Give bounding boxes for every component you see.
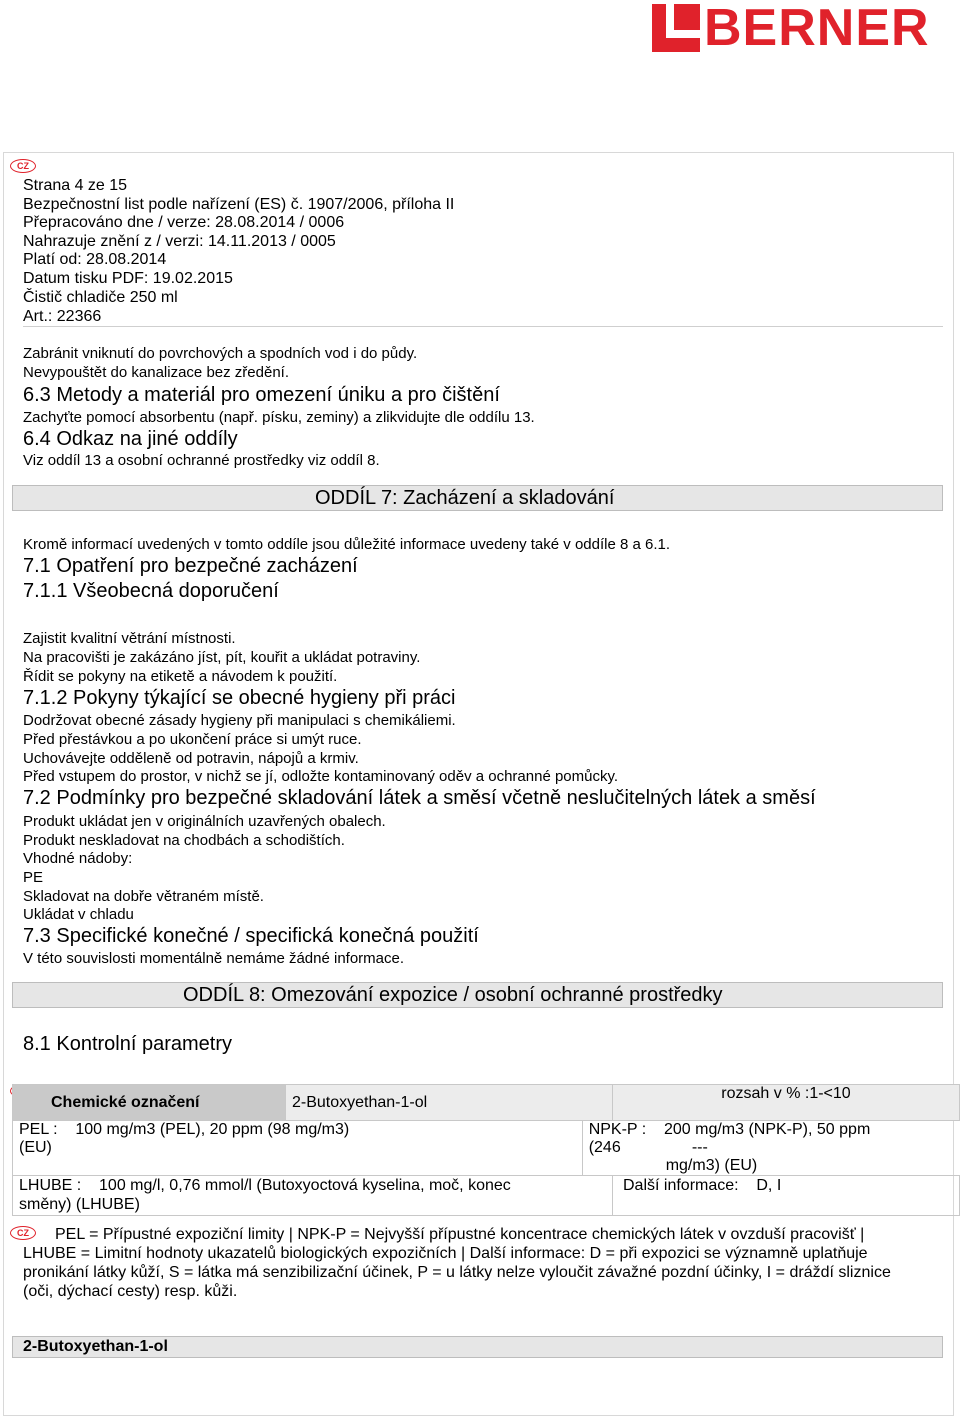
substance-label: 2-Butoxyethan-1-ol [23, 1338, 168, 1355]
header-print-date: Datum tisku PDF: 19.02.2015 [23, 270, 233, 287]
note-line: PEL = Přípustné expoziční limity | NPK-P = Nejvyšší přípustné koncentrace chemických látek v ovzduší pracovišť | [55, 1226, 865, 1243]
s7-3-text: V této souvislosti momentálně nemáme žádné informace. [23, 950, 405, 967]
npk-value2: mg/m3) (EU) [665, 1157, 758, 1174]
exposure-table [12, 1084, 960, 1216]
table-row [13, 1176, 960, 1216]
heading-7-1-1: 7.1.1 Všeobecná doporučení [23, 580, 279, 602]
pel-value: 100 mg/m3 (PEL), 20 ppm (98 mg/m3) [75, 1121, 350, 1138]
header-page: Strana 4 ze 15 [23, 177, 128, 194]
col-chem-label: Chemické označení [13, 1085, 286, 1121]
heading-7-2: 7.2 Podmínky pro bezpečné skladování látek a směsí včetně neslučitelných látek a směsí [23, 787, 816, 809]
s6-line1: Zabránit vniknutí do povrchových a spodních vod i do půdy. [23, 345, 418, 362]
pel-eu: (EU) [19, 1139, 52, 1156]
s7-intro: Kromě informací uvedených v tomto oddíle jsou důležité informace uvedeny také v oddíle 8 a 6.1. [23, 536, 671, 553]
berner-logo-mark-icon [652, 4, 700, 52]
s7-1-2-line: Dodržovat obecné zásady hygieny při manipulaci s chemikáliemi. [23, 712, 456, 729]
s6-line2: Nevypouštět do kanalizace bez zředění. [23, 364, 289, 381]
s7-2-line: Ukládat v chladu [23, 906, 134, 923]
lhube-label: LHUBE : [19, 1177, 82, 1194]
section-7-bar [12, 485, 943, 511]
header-product: Čistič chladiče 250 ml [23, 289, 178, 306]
pel-cell [13, 1121, 583, 1176]
brand-name: BERNER [704, 0, 930, 57]
s7-1-1-line: Zajistit kvalitní větrání místnosti. [23, 630, 236, 647]
table-row [13, 1121, 960, 1176]
header-divider [23, 326, 943, 327]
s7-1-2-line: Před vstupem do prostor, v nichž se jí, odložte kontaminovaný oděv a ochranné pomůcky. [23, 768, 619, 785]
header-art: Art.: 22366 [23, 308, 102, 325]
s7-1-2-line: Před přestávkou a po ukončení práce si umýt ruce. [23, 731, 362, 748]
header-revised: Přepracováno dne / verze: 28.08.2014 / 0006 [23, 214, 345, 231]
s7-1-2-line: Uchovávejte odděleně od potravin, nápojů a krmiv. [23, 750, 359, 767]
note-line: LHUBE = Limitní hodnoty ukazatelů biologických expozičních | Další informace: D = při expozici se významně uplatňuje [23, 1245, 868, 1262]
substance-bar [12, 1336, 943, 1358]
s7-2-line: Vhodné nádoby: [23, 850, 133, 867]
berner-logo [652, 0, 954, 57]
s7-2-line: PE [23, 869, 44, 886]
cz-flag-icon: CZ [10, 159, 36, 173]
s6-4-text: Viz oddíl 13 a osobní ochranné prostředky viz oddíl 8. [23, 452, 380, 469]
header-valid: Platí od: 28.08.2014 [23, 251, 167, 268]
npk-cell [582, 1121, 959, 1176]
heading-6-3: 6.3 Metody a materiál pro omezení úniku a pro čištění [23, 384, 500, 406]
cz-flag-icon: CZ [10, 1226, 36, 1240]
npk-value: 200 mg/m3 (NPK-P), 50 ppm (246 [588, 1121, 871, 1156]
lhube-value2: směny) (LHUBE) [19, 1196, 140, 1213]
section-8-bar [12, 982, 943, 1008]
heading-7-1-2: 7.1.2 Pokyny týkající se obecné hygieny při práci [23, 687, 456, 709]
npk-label: NPK-P : [588, 1121, 647, 1138]
pel-label: PEL : [19, 1121, 58, 1138]
s7-2-line: Produkt ukládat jen v originálních uzavřených obalech. [23, 813, 386, 830]
lhube-value: 100 mg/l, 0,76 mmol/l (Butoxyoctová kyselina, moč, konec [99, 1177, 511, 1194]
chem-name: 2-Butoxyethan-1-ol [286, 1085, 613, 1121]
s7-1-1-line: Na pracovišti je zakázáno jíst, pít, kouřit a ukládat potraviny. [23, 649, 421, 666]
s7-2-line: Skladovat na dobře větraném místě. [23, 888, 264, 905]
heading-7-3: 7.3 Specifické konečné / specifická konečná použití [23, 925, 479, 947]
section-8-title: ODDÍL 8: Omezování expozice / osobní ochranné prostředky [183, 984, 723, 1006]
other-value: D, I [756, 1177, 782, 1194]
section-7-title: ODDÍL 7: Zacházení a skladování [315, 487, 615, 509]
other-cell [613, 1176, 960, 1216]
header-regulation: Bezpečnostní list podle nařízení (ES) č. 1907/2006, příloha II [23, 196, 455, 213]
heading-7-1: 7.1 Opatření pro bezpečné zacházení [23, 555, 358, 577]
s7-2-line: Produkt neskladovat na chodbách a schodištích. [23, 832, 345, 849]
header-replaces: Nahrazuje znění z / verzi: 14.11.2013 / 0005 [23, 233, 336, 250]
heading-6-4: 6.4 Odkaz na jiné oddíly [23, 428, 238, 450]
table-row [13, 1085, 960, 1121]
other-label: Další informace: [623, 1177, 739, 1194]
s7-1-1-line: Řídit se pokyny na etiketě a návodem k použití. [23, 668, 338, 685]
lhube-cell [13, 1176, 613, 1216]
s6-3-text: Zachyťte pomocí absorbentu (např. písku, zeminy) a zlikvidujte dle oddílu 13. [23, 409, 535, 426]
note-line: pronikání látky kůží, S = látka má senzibilizační účinek, P = u látky nelze vyloučit závažné pozdní účinky, I = dráždí sliznice [23, 1264, 891, 1281]
range-label: rozsah v % :1-<10 [613, 1085, 960, 1121]
npk-dash: --- [691, 1139, 708, 1156]
heading-8-1: 8.1 Kontrolní parametry [23, 1033, 232, 1055]
note-line: (oči, dýchací cesty) resp. kůži. [23, 1283, 238, 1300]
